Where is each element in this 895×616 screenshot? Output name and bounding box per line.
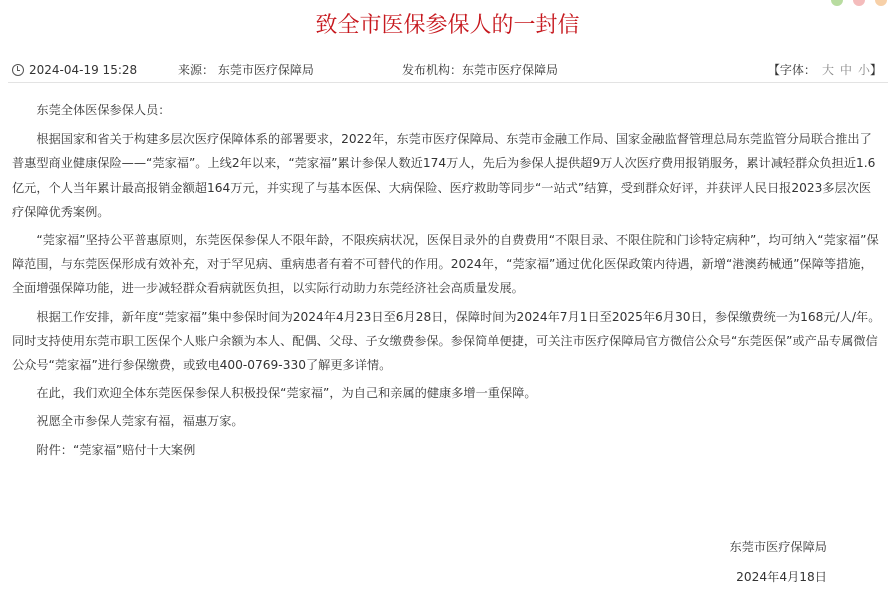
- signature-date: 2024年4月18日: [736, 570, 827, 584]
- font-size-large-button[interactable]: 大: [821, 63, 834, 77]
- clock-icon: [12, 64, 24, 76]
- share-wechat-icon[interactable]: [831, 0, 843, 6]
- body-paragraph: 在此，我们欢迎全体东莞医保参保人积极投保“莞家福”，为自己和亲属的健康多增一重保障。: [36, 386, 537, 401]
- share-qzone-icon[interactable]: [875, 0, 887, 6]
- body-paragraph: “莞家福”坚持公平普惠原则，东莞医保参保人不限年龄，不限疾病状况，医保目录外的自费费用“不限目录、不限住院和门诊特定病种”，均可纳入“莞家福”保障范围，与东莞医保形成有效补充，对于罕见病、重病患者有着不可替代的作用。2024年，“莞家福”通过优化医保政策内待遇，新增“港澳药械通”保障等措施，全面增强保障功能，进一步减轻群众看病就医负担，以实际行动助力东莞经济社会高质量发展。: [12, 233, 879, 296]
- body-paragraph: 根据工作安排，新年度“莞家福”集中参保时间为2024年4月23日至6月28日，保障时间为2024年7月1日至2025年6月30日，参保缴费统一为168元/人/年。同时支持使用东莞市职工医保个人账户余额为本人、配偶、父母、子女缴费参保。参保简单便捷，可关注市医疗保障局官方微信公众号“东莞医保”或产品专属微信公众号“莞家福”进行参保缴费，或致电400-0769-330了解更多详情。: [12, 309, 881, 373]
- font-size-close: 】: [869, 63, 882, 77]
- page-title: 致全市医保参保人的一封信: [315, 13, 580, 38]
- publish-date-text: 2024-04-19 15:28: [29, 63, 138, 77]
- article-publisher: 发布机构：东莞市医疗保障局: [402, 63, 559, 77]
- article-source: 来源： 东莞市医疗保障局: [178, 63, 314, 77]
- greeting-paragraph: 东莞全体医保参保人员：: [36, 103, 171, 117]
- publish-date: [12, 58, 137, 82]
- font-size-switcher: [768, 58, 882, 82]
- signature-org: 东莞市医疗保障局: [729, 540, 827, 554]
- font-size-medium-button[interactable]: 中: [839, 63, 852, 77]
- share-weibo-icon[interactable]: [853, 0, 865, 6]
- attachment-link[interactable]: 附件：“莞家福”赔付十大案例: [36, 442, 196, 457]
- article-meta-bar: [8, 58, 888, 83]
- article-body: [12, 98, 882, 462]
- body-paragraph: 祝愿全市参保人莞家有福，福惠万家。: [36, 414, 244, 429]
- font-size-small-button[interactable]: 小: [857, 63, 870, 77]
- body-paragraph: 根据国家和省关于构建多层次医疗保障体系的部署要求，2022年，东莞市医疗保障局、东莞市金融工作局、国家金融监督管理总局东莞监管分局联合推出了普惠型商业健康保险——“莞家福”。上线2年以来，“莞家福”累计参保人数近174万人，先后为参保人提供超9万人次医疗费用报销服务，累计减轻群众负担近1.6亿元，个人当年累计最高报销金额超164万元，并实现了与基本医保、大病保险、医疗救助等同步“一站式”结算，受到群众好评，并获评人民日报2023多层次医疗保障优秀案例。: [12, 132, 876, 219]
- font-size-label: 【字体：: [767, 63, 816, 77]
- share-icons: [831, 0, 887, 6]
